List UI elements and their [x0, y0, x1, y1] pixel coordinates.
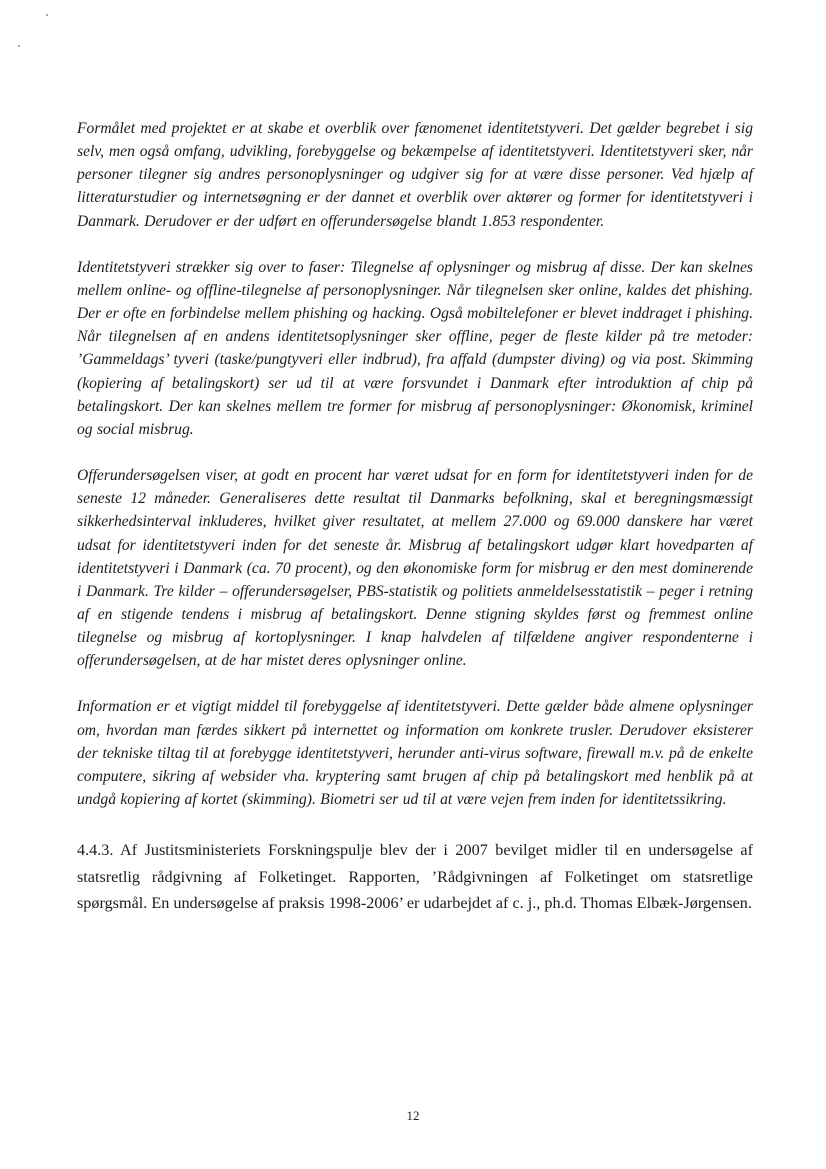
paragraph-section-4-4-3: 4.4.3. Af Justitsministeriets Forskningspulje blev der i 2007 bevilget midler til en undersøgelse af statsretlig rådgivning af Folketinget. Rapporten, ’Rådgivningen af Folketinget om statsretlige spørgsmål. En undersøgelse af praksis 1998-2006’ er udarbejdet af c. j., ph.d. Thomas Elbæk-Jørgensen. [77, 841, 753, 913]
page-number: 12 [406, 1108, 420, 1123]
scan-speck [18, 45, 20, 47]
scan-speck [46, 14, 48, 16]
paragraph-two-phases: Identitetstyveri strækker sig over to faser: Tilegnelse af oplysninger og misbrug af disse. Der kan skelnes mellem online- og offline-tilegnelse af personoplysninger. Når tilegnelsen sker online, kaldes det phishing. Der er ofte en forbindelse mellem phishing og hacking. Også mobiltelefoner er blevet inddraget i phishing. Når tilegnelsen af en andens identitetsoplysninger sker offline, peger de fleste kilder på tre metoder: ’Gammeldags’ tyveri (taske/pungtyveri eller indbrud), fra affald (dumpster diving) og via post. Skimming (kopiering af betalingskort) ser ud til at være forsvundet i Danmark efter introduktion af chip på betalingskort. Der kan skelnes mellem tre former for misbrug af personoplysninger: Økonomisk, kriminel og social misbrug. [77, 258, 753, 438]
paragraph-prevention: Information er et vigtigt middel til forebyggelse af identitetstyveri. Dette gælder både almene oplysninger om, hvordan man færdes sikkert på internettet og information om konkrete trusler. Derudover eksisterer der tekniske tiltag til at forebygge identitetstyveri, herunder anti-virus software, firewall m.v. på de enkelte computere, sikring af websider vha. kryptering samt brugen af chip på betalingskort med henblik på at undgå kopiering af kortet (skimming). Biometri ser ud til at være vejen frem inden for identitetssikring. [77, 698, 753, 809]
paragraph-project-purpose: Formålet med projektet er at skabe et overblik over fænomenet identitetstyveri. Det gælder begrebet i sig selv, men også omfang, udvikling, forebyggelse og bekæmpelse af identitetstyveri. Identitetstyveri sker, når personer tilegner sig andres personoplysninger og udgiver sig for at være disse personer. Ved hjælp af litteraturstudier og internetsøgning er der dannet et overblik over aktører og former for identitetstyveri i Danmark. Derudover er der udført en offerundersøgelse blandt 1.853 respondenter. [77, 120, 753, 230]
body-text [77, 117, 753, 917]
paragraph-victim-survey: Offerundersøgelsen viser, at godt en procent har været udsat for en form for identitetstyveri inden for de seneste 12 måneder. Generaliseres dette resultat til Danmarks befolkning, skal et beregningsmæssigt sikkerhedsinterval inkluderes, hvilket giver resultatet, at mellem 27.000 og 69.000 danskere har været udsat for identitetstyveri inden for det seneste år. Misbrug af betalingskort udgør klart hovedparten af identitetstyveri i Danmark (ca. 70 procent), og den økonomiske form for misbrug er den mest dominerende i Danmark. Tre kilder – offerundersøgelser, PBS-statistik og politiets anmeldelsesstatistik – peger i retning af en stigende tendens i misbrug af betalingskort. Denne stigning skyldes først og fremmest online tilegnelse og misbrug af kortoplysninger. I knap halvdelen af tilfældene angiver respondenterne i offerundersøgelsen, at de har mistet deres oplysninger online. [77, 467, 753, 670]
